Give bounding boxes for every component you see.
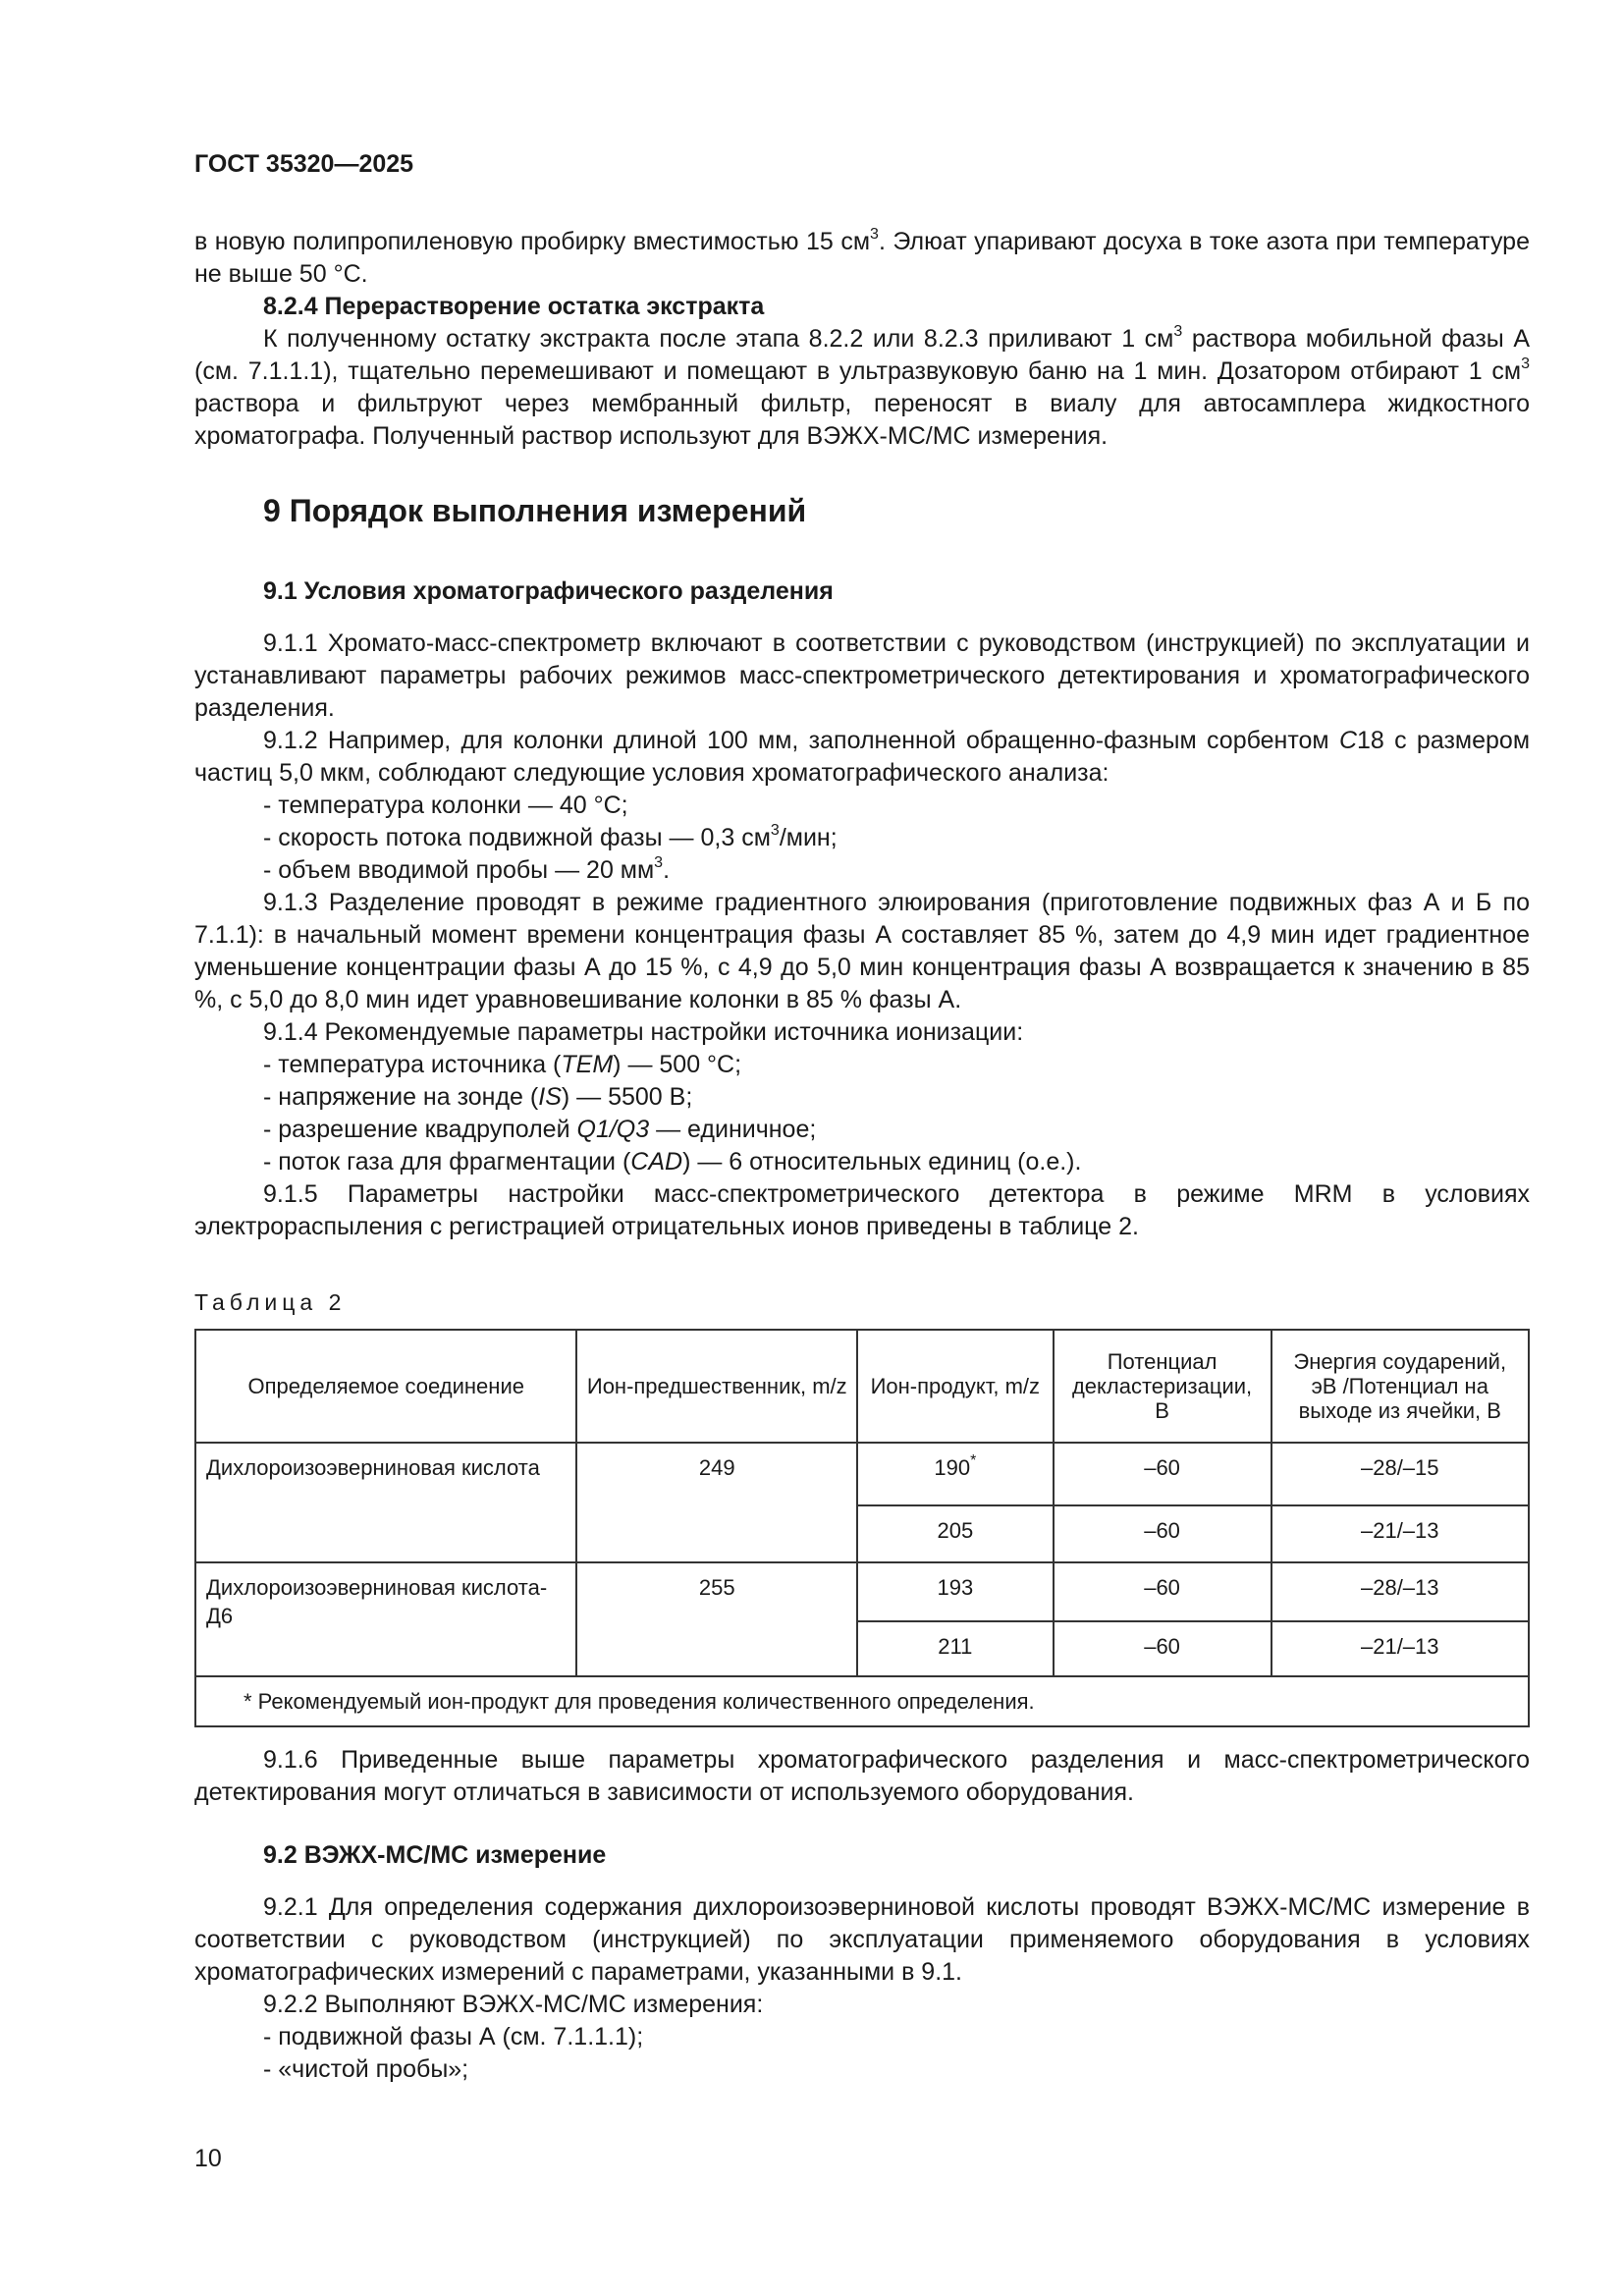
compound-cell: Дихлороизоэверниновая кислота-Д6 bbox=[195, 1562, 576, 1676]
list-item: - поток газа для фрагментации (CAD) — 6 относительных единиц (о.е.). bbox=[263, 1148, 1082, 1175]
section-9-1 bbox=[194, 575, 1530, 608]
page-number: 10 bbox=[194, 2145, 222, 2172]
continuation-paragraph: в новую полипропиленовую пробирку вместимостью 15 $см^3$. Элюат упаривают досуха в токе азота при температуре не выше 50 °С. bbox=[194, 225, 1530, 288]
table-footnote-row bbox=[195, 1676, 1529, 1726]
compound-cell: Дихлороизоэверниновая кислота bbox=[195, 1443, 576, 1562]
product-cell: 190* bbox=[857, 1443, 1054, 1505]
precursor-cell: 249 bbox=[576, 1443, 857, 1562]
table-header-row bbox=[195, 1330, 1529, 1443]
ce-cell: –28/–15 bbox=[1271, 1443, 1529, 1505]
column-header: Ион-продукт, m/z bbox=[857, 1330, 1054, 1443]
section-8-2-4 bbox=[194, 291, 1530, 453]
dp-cell: –60 bbox=[1054, 1562, 1271, 1621]
paragraph-9-1-5: 9.1.5 Параметры настройки масс-спектрометрического детектора в режиме MRM в условиях электрораспыления с регистрацией отрицательных ионов приведены в таблице 2. bbox=[194, 1180, 1530, 1240]
footnote-mark: * bbox=[970, 1451, 977, 1469]
list-item: - скорость потока подвижной фазы — 0,3 $см^3$/мин; bbox=[263, 821, 838, 851]
paragraph-9-2-1: 9.2.1 Для определения содержания дихлороизоэверниновой кислоты проводят ВЭЖХ-МС/МС измерение в соответствии с руководством (инструкцией) по эксплуатации применяемого оборудования в условиях хроматографических измерений с параметрами, указанными в 9.1. bbox=[194, 1893, 1530, 1986]
list-item: - разрешение квадруполей Q1/Q3 — единичное; bbox=[263, 1116, 817, 1143]
document-id: ГОСТ 35320—2025 bbox=[194, 150, 414, 178]
list-item: - температура колонки — 40 °С; bbox=[263, 792, 628, 819]
column-header: Ион-предшественник, m/z bbox=[576, 1330, 857, 1443]
dp-cell: –60 bbox=[1054, 1505, 1271, 1562]
ce-cell: –21/–13 bbox=[1271, 1505, 1529, 1562]
section-9-heading: 9 Порядок выполнения измерений bbox=[263, 493, 807, 528]
product-cell: 193 bbox=[857, 1562, 1054, 1621]
table-caption: Таблица 2 bbox=[194, 1289, 347, 1315]
section-9-2 bbox=[194, 1839, 1530, 1872]
ce-cell: –28/–13 bbox=[1271, 1562, 1529, 1621]
paragraph-9-1-1: 9.1.1 Хромато-масс-спектрометр включают в соответствии с руководством (инструкцией) по эксплуатации и устанавливают параметры рабочих режимов масс-спектрометрического детектирования и хроматографического разделения. bbox=[194, 629, 1530, 722]
table-row bbox=[195, 1562, 1529, 1621]
paragraph-9-1-3: 9.1.3 Разделение проводят в режиме градиентного элюирования (приготовление подвижных фаз А и Б по 7.1.1): в начальный момент времени концентрация фазы А составляет 85 %, затем до 4,9 мин идет градиентное уменьшение концентрации фазы А до 15 %, с 4,9 до 5,0 мин концентрация фазы А возвращается к значению в 85 %, с 5,0 до 8,0 мин идет уравновешивание колонки в 85 % фазы А. bbox=[194, 889, 1530, 1013]
paragraph-9-1-2: 9.1.2 Например, для колонки длиной 100 мм, заполненной обращенно-фазным сорбентом С18 с размером частиц 5,0 мкм, соблюдают следующие условия хроматографического анализа: bbox=[194, 727, 1531, 787]
section-9 bbox=[194, 493, 1530, 529]
list-item: - объем вводимой пробы — 20 $мм^3$. bbox=[263, 853, 671, 884]
section-9-1-heading: 9.1 Условия хроматографического разделения bbox=[263, 577, 834, 605]
table-row bbox=[195, 1443, 1529, 1505]
section-9-2-heading: 9.2 ВЭЖХ-МС/МС измерение bbox=[263, 1841, 607, 1869]
list-item: - подвижной фазы А (см. 7.1.1.1); bbox=[263, 2023, 644, 2050]
parameters-table bbox=[194, 1329, 1530, 1727]
table-footnote: * Рекомендуемый ион-продукт для проведения количественного определения. bbox=[195, 1676, 1529, 1726]
dp-cell: –60 bbox=[1054, 1621, 1271, 1676]
section-9-1-body bbox=[194, 628, 1530, 1243]
column-header: Определяемое соединение bbox=[195, 1330, 576, 1443]
paragraph-9-1-6: 9.1.6 Приведенные выше параметры хроматографического разделения и масс-спектрометрического детектирования могут отличаться в зависимости от используемого оборудования. bbox=[194, 1746, 1530, 1806]
paragraph-9-2-2: 9.2.2 Выполняют ВЭЖХ-МС/МС измерения: bbox=[263, 1991, 764, 2018]
section-8-2-4-heading: 8.2.4 Перерастворение остатка экстракта bbox=[263, 293, 765, 320]
column-header: Потенциал декластеризации, В bbox=[1054, 1330, 1271, 1443]
section-9-2-body bbox=[194, 1891, 1530, 2086]
paragraph-9-1-6-block bbox=[194, 1744, 1530, 1809]
list-item: - температура источника (TEM) — 500 °С; bbox=[263, 1051, 742, 1078]
product-cell: 205 bbox=[857, 1505, 1054, 1562]
column-header: Энергия соударений, эВ /Потенциал на выходе из ячейки, В bbox=[1271, 1330, 1529, 1443]
list-item: - напряжение на зонде (IS) — 5500 В; bbox=[263, 1083, 693, 1111]
list-item: - «чистой пробы»; bbox=[263, 2055, 469, 2083]
ce-cell: –21/–13 bbox=[1271, 1621, 1529, 1676]
section-8-2-4-paragraph: К полученному остатку экстракта после этапа 8.2.2 или 8.2.3 приливают 1 $см^3$ раствора мобильной фазы А (см. 7.1.1.1), тщательно перемешивают и помещают в ультразвуковую баню на 1 мин. Дозатором отбирают 1 $см^3$ раствора и фильтруют через мембранный фильтр, переносят в виалу для автосамплера жидкостного хроматографа. Полученный раствор используют для ВЭЖХ-МС/МС измерения. bbox=[194, 322, 1531, 450]
product-cell: 211 bbox=[857, 1621, 1054, 1676]
precursor-cell: 255 bbox=[576, 1562, 857, 1676]
dp-cell: –60 bbox=[1054, 1443, 1271, 1505]
paragraph-9-1-4: 9.1.4 Рекомендуемые параметры настройки источника ионизации: bbox=[263, 1018, 1024, 1046]
